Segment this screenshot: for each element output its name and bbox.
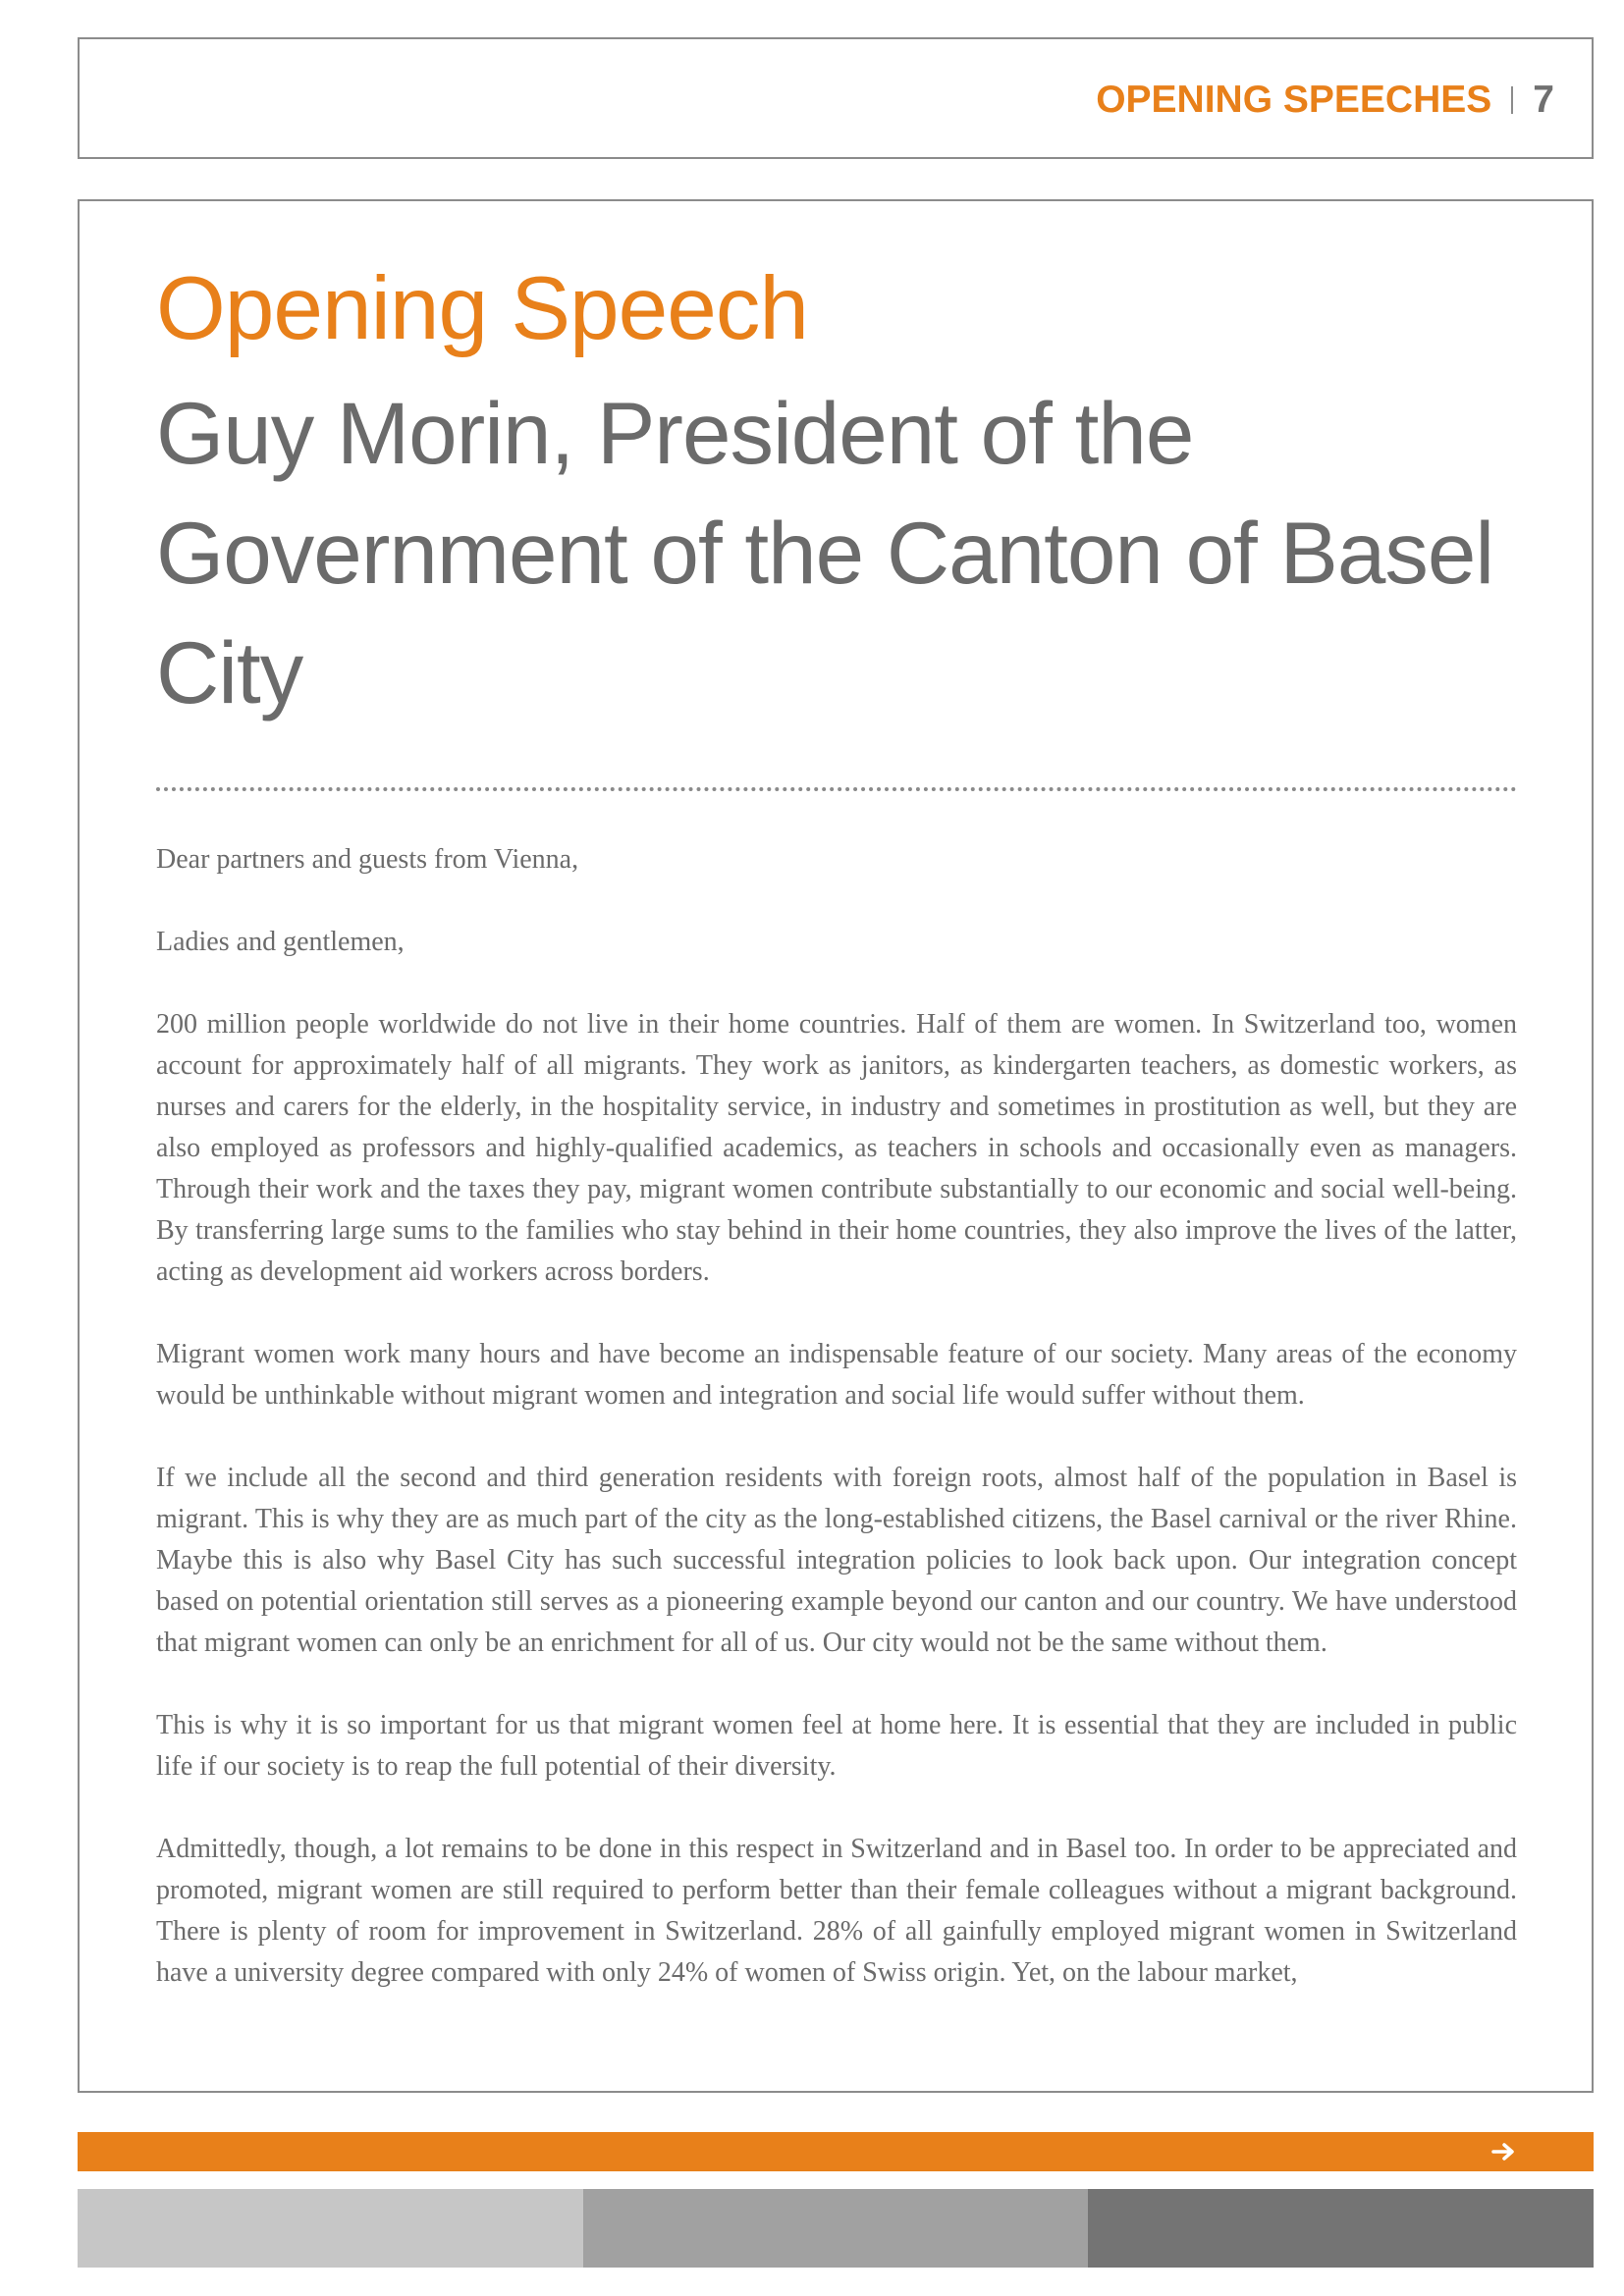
paragraph: Dear partners and guests from Vienna, (156, 844, 579, 875)
paragraph: Ladies and gentlemen, (156, 927, 405, 957)
paragraph: Admittedly, though, a lot remains to be done in this respect in Switzerland and in Basel too. In order to be appreciated and promoted, migrant women are still required to perform better than their female colleagues without a migrant background. There is plenty of room for improvement in Switzerland. 28% of all gainfully employed migrant women in Switzerland have a university degree compared with only 24% of women of Swiss origin. Yet, on the labour market, (156, 1834, 1517, 1988)
page-header (78, 37, 1594, 159)
paragraph: 200 million people worldwide do not live in their home countries. Half of them are women. In Switzerland too, women account for approximately half of all migrants. They work as janitors, as kindergarten teachers, as domestic workers, as nurses and carers for the elderly, in the hospitality service, in industry and sometimes in prostitution as well, but they are also employed as professors and highly-qualified academics, as teachers in schools and occasionally even as managers. Through their work and the taxes they pay, migrant women contribute substantially to our economic and social well-being. By transferring large sums to the families who stay behind in their home countries, they also improve the lives of the latter, acting as development aid workers across borders. (156, 1009, 1517, 1287)
content-panel (78, 199, 1594, 2093)
paragraph: Migrant women work many hours and have become an indispensable feature of our society. Many areas of the economy would be unthinkable without migrant women and integration and social life would suffer without them. (156, 1339, 1517, 1411)
dotted-divider (156, 787, 1517, 791)
footer-gray-bars (78, 2189, 1594, 2268)
speaker-title: Guy Morin, President of the Government of the Canton of Basel City (156, 384, 1494, 721)
section-title: OPENING SPEECHES (1096, 79, 1492, 121)
footer-orange-bar (78, 2132, 1594, 2171)
header-divider (1511, 86, 1513, 114)
footer-bar-light (78, 2189, 583, 2268)
page-number: 7 (1533, 79, 1554, 121)
speech-body (156, 839, 1517, 2035)
footer-bar-mid (583, 2189, 1089, 2268)
arrow-right-icon[interactable] (1491, 2142, 1517, 2162)
footer-bar-dark (1088, 2189, 1594, 2268)
header-right (1096, 79, 1554, 122)
page-title: Opening Speech (156, 259, 808, 358)
paragraph: If we include all the second and third generation residents with foreign roots, almost half of the population in Basel is migrant. This is why they are as much part of the city as the long-established citizens, the Basel carnival or the river Rhine. Maybe this is also why Basel City has such successful integration policies to look back upon. Our integration concept based on potential orientation still serves as a pioneering example beyond our canton and our country. We have understood that migrant women can only be an enrichment for all of us. Our city would not be the same without them. (156, 1463, 1517, 1658)
paragraph: This is why it is so important for us that migrant women feel at home here. It is essential that they are included in public life if our society is to reap the full potential of their diversity. (156, 1710, 1517, 1782)
